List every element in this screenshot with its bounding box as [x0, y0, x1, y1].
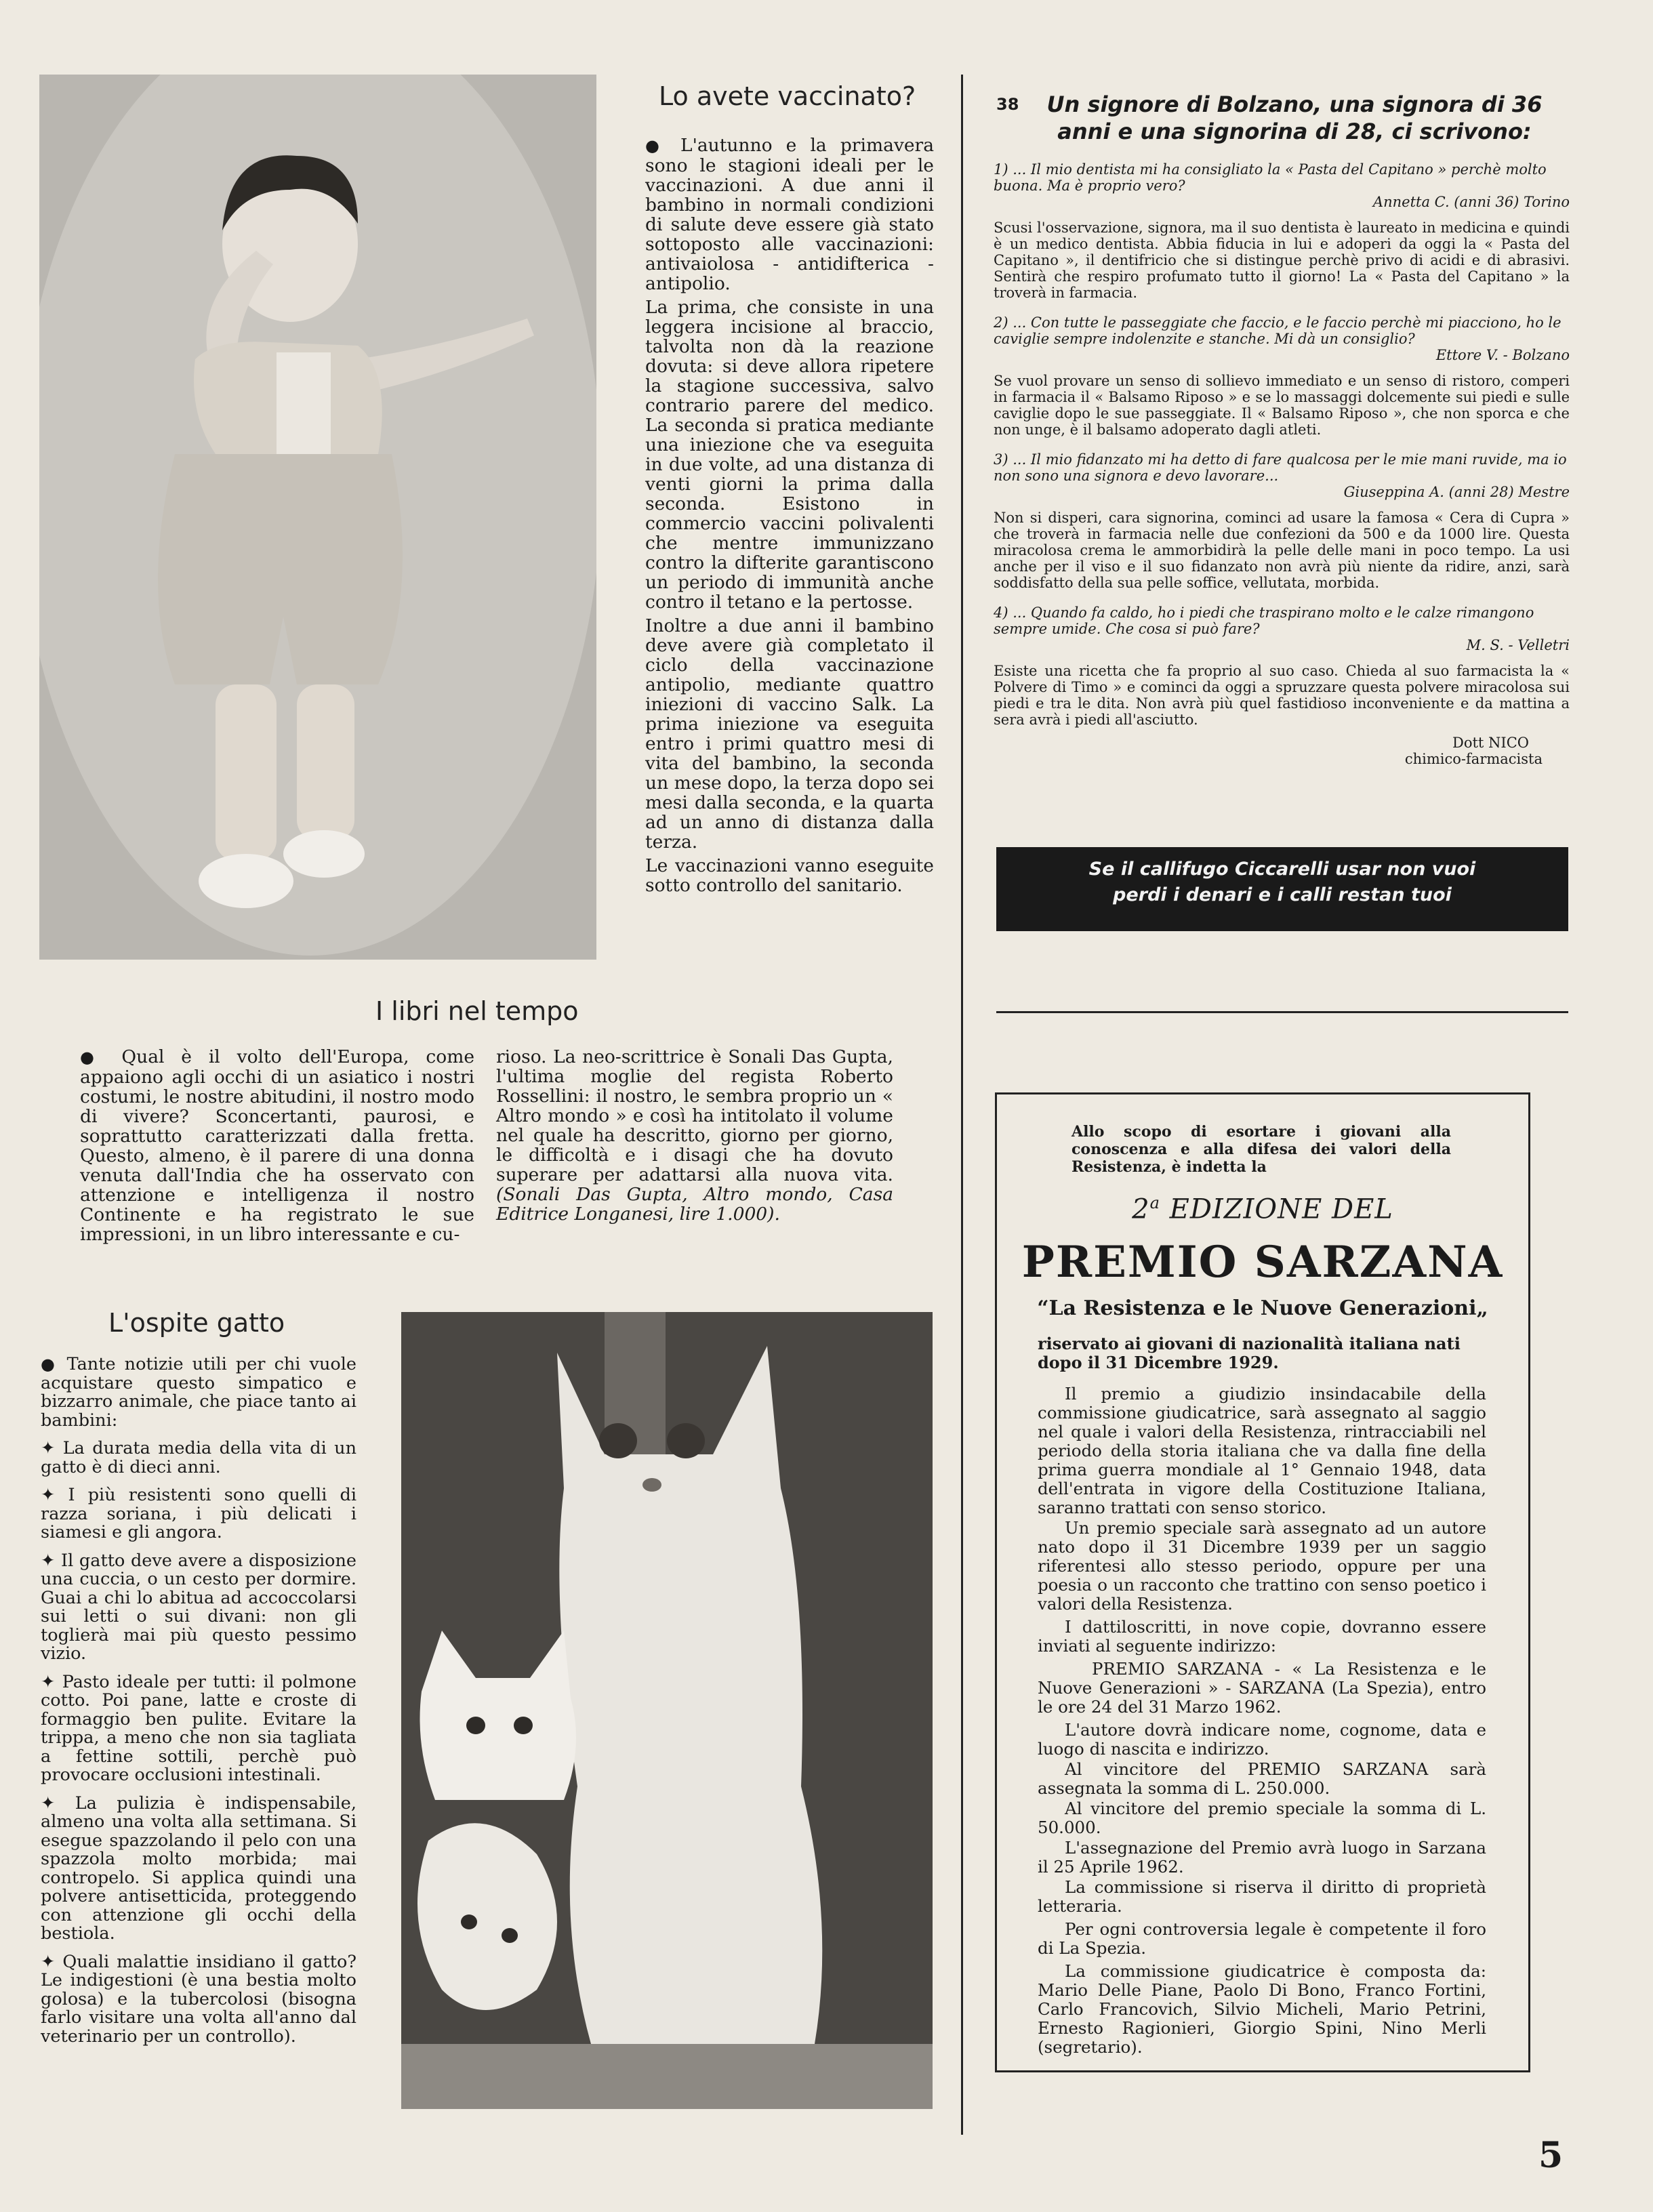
premio-paragraph: I dattiloscritti, in nove copie, dovranno essere inviati al seguente indirizzo:	[1038, 1617, 1486, 1656]
cat-photo	[401, 1312, 933, 2109]
letter-answer: Se vuol provare un senso di sollievo immediato e un senso di ristoro, comperi in farmacia il « Balsamo Riposo » e se lo massaggi dolcemente sui piedi e sulle caviglie dopo le sue passeggiate. Il « Balsamo Riposo », che non sporca e che non unge, è il balsamo adoperato dagli atleti.	[994, 373, 1570, 438]
vaccine-title: Lo avete vaccinato?	[659, 81, 916, 111]
section-rule	[996, 1011, 1568, 1013]
letters-title: Un signore di Bolzano, una signora di 36 anni e una signorina di 28, ci scrivono:	[1046, 91, 1543, 144]
letter-question: 3) ... Il mio fidanzato mi ha detto di fare qualcosa per le mie mani ruvide, ma io non sono una signora e devo lavorare...	[994, 451, 1567, 484]
vaccine-paragraph-1: ● L'autunno e la primavera sono le stagioni ideali per le vaccinazioni. A due anni il bambino in normali condizioni di salute deve essere già stato sottoposto alle vaccinazioni: antivaiolosa - antidifterica - antipolio.	[645, 135, 934, 294]
author-title: chimico-farmacista	[1404, 751, 1543, 767]
letter-answer: Non si disperi, cara signorina, cominci ad usare la famosa « Cera di Cupra » che troverà in farmacia nelle due confezioni da 500 e da 1000 lire. Questa miracolosa crema le ammorbidirà la pelle delle mani in poco tempo. La usi anche per il viso e il suo fidanzato non avrà più niente da ridire, anzi, sarà soddisfatto della sua pelle soffice, vellutata, morbida.	[994, 510, 1570, 591]
cat-paragraph: ✦ La durata media della vita di un gatto è di dieci anni.	[41, 1438, 356, 1477]
ad-banner	[996, 847, 1568, 931]
premio-reserved: riservato ai giovani di nazionalità italiana nati dopo il 31 Dicembre 1929.	[1038, 1334, 1461, 1372]
premio-subtitle: “La Resistenza e le Nuove Generazioni„	[1037, 1296, 1488, 1320]
child-illustration	[39, 75, 596, 960]
child-photo	[39, 75, 596, 960]
letter-item	[994, 451, 1570, 591]
premio-paragraph: PREMIO SARZANA - « La Resistenza e le Nuove Generazioni » - SARZANA (La Spezia), entro le ore 24 del 31 Marzo 1962.	[1038, 1659, 1486, 1717]
letter-question: 4) ... Quando fa caldo, ho i piedi che traspirano molto e le calze rimangono sempre umide. Che cosa si può fare?	[994, 605, 1534, 637]
letter-item	[994, 605, 1570, 728]
vaccine-paragraph-3: Inoltre a due anni il bambino deve avere già completato il ciclo della vaccinazione antipolio, mediante quattro iniezioni di vaccino Salk. La prima iniezione va eseguita entro i primi quattro mesi di vita del bambino, la seconda un mese dopo, la terza dopo sei mesi dalla seconda, e la quarta ad un anno di distanza dalla terza.	[645, 615, 934, 853]
premio-paragraph: La commissione giudicatrice è composta da: Mario Delle Piane, Paolo Di Bono, Franco Fortini, Carlo Francovich, Silvio Micheli, Mario Petrini, Ernesto Ragionieri, Giorgio Spini, Nino Merli (segretario).	[1038, 1961, 1486, 2057]
letters-list	[994, 161, 1570, 767]
premio-paragraph: L'assegnazione del Premio avrà luogo in Sarzana il 25 Aprile 1962.	[1038, 1838, 1486, 1877]
page-number: 5	[1538, 2135, 1564, 2176]
ad-line-1: Se il callifugo Ciccarelli usar non vuoi	[1088, 859, 1476, 880]
letter-question: 2) ... Con tutte le passeggiate che faccio, e le faccio perchè mi piacciono, ho le caviglie sempre indolenzite e stanche. Mi dà un consiglio?	[994, 314, 1562, 347]
column-divider	[961, 75, 963, 2135]
premio-paragraph: Al vincitore del PREMIO SARZANA sarà assegnata la somma di L. 250.000.	[1038, 1759, 1486, 1798]
diamond-bullet-icon: ✦	[41, 1438, 63, 1458]
books-col-2: rioso. La neo-scrittrice è Sonali Das Gupta, l'ultima moglie del regista Roberto Rossellini: il nostro, le sembra proprio un « Altro mondo » e così ha intitolato il volume nel quale ha descritto, giorno per giorno, le difficoltà e i disagi che ha dovuto superare per adattarsi alla nuova vita. (Sonali Das Gupta, Altro mondo, Casa Editrice Longanesi, lire 1.000).	[496, 1046, 893, 1225]
letter-item	[994, 161, 1570, 301]
letter-answer: Scusi l'osservazione, signora, ma il suo dentista è laureato in medicina e quindi è un medico dentista. Abbia fiducia in lui e adoperi da oggi la « Pasta del Capitano », il dentifricio che si distingue perchè privo di acidi e di abrasivi. Sentirà che respiro profumato tutto il giorno! La « Pasta del Capitano » la troverà in farmacia.	[994, 220, 1570, 301]
letters-page-ref: 38	[996, 95, 1019, 114]
premio-paragraph: Per ogni controversia legale è competente il foro di La Spezia.	[1038, 1919, 1486, 1958]
premio-paragraph: Al vincitore del premio speciale la somma di L. 50.000.	[1038, 1799, 1486, 1837]
letter-item	[994, 314, 1570, 438]
premio-paragraph: L'autore dovrà indicare nome, cognome, data e luogo di nascita e indirizzo.	[1038, 1720, 1486, 1759]
bullet-icon: ●	[41, 1355, 67, 1374]
diamond-bullet-icon: ✦	[41, 1550, 62, 1571]
cat-paragraph: ● Tante notizie utili per chi vuole acquistare questo simpatico e bizzarro animale, che piace tanto ai bambini:	[41, 1354, 356, 1431]
vaccine-text	[645, 136, 934, 899]
cat-paragraph: ✦ Pasto ideale per tutti: il polmone cotto. Poi pane, latte e croste di formaggio ben pulite. Evitare la trippa, a meno che non sia tagliata a fettine sottili, perchè può provocare occlusioni intestinali.	[41, 1671, 356, 1785]
cat-paragraph: ✦ Il gatto deve avere a disposizione una cuccia, o un cesto per dormire. Guai a chi lo abitua ad accoccolarsi sui letti o sui divani: non gli toglierà mai più questo pessimo vizio.	[41, 1550, 356, 1664]
diamond-bullet-icon: ✦	[41, 1793, 75, 1814]
letter-signature: Annetta C. (anni 36) Torino	[1372, 194, 1570, 210]
premio-paragraph: La commissione si riserva il diritto di proprietà letteraria.	[1038, 1877, 1486, 1916]
premio-intro: Allo scopo di esortare i giovani alla conoscenza e alla difesa dei valori della Resistenza, è indetta la	[1072, 1123, 1451, 1176]
letter-signature: Giuseppina A. (anni 28) Mestre	[1343, 484, 1570, 500]
premio-paragraph: Un premio speciale sarà assegnato ad un autore nato dopo il 31 Dicembre 1939 per un saggio riferentesi allo stesso periodo, oppure per una poesia o un racconto che trattino con senso poetico i valori della Resistenza.	[1038, 1518, 1486, 1614]
premio-paragraph: Il premio a giudizio insindacabile della commissione giudicatrice, sarà assegnato al saggio nel quale i valori della Resistenza, rintracciabili nel periodo della storia italiana che va dalla fine della prima guerra mondiale al 1° Gennaio 1948, data dell'entrata in vigore della Costituzione Italiana, saranno trattati con senso storico.	[1038, 1384, 1486, 1517]
cat-title: L'ospite gatto	[108, 1308, 285, 1338]
ad-line-2: perdi i denari e i calli restan tuoi	[1113, 884, 1452, 905]
premio-body	[1038, 1385, 1486, 2057]
letter-signature: Ettore V. - Bolzano	[1435, 347, 1570, 363]
premio-edition: 2$^a$ EDIZIONE DEL	[1132, 1193, 1393, 1225]
bullet-icon: ●	[80, 1048, 122, 1067]
letter-answer: Esiste una ricetta che fa proprio al suo caso. Chieda al suo farmacista la « Polvere di Timo » e cominci da oggi a spruzzare questa polvere miracolosa sui piedi e tra le dita. Non avrà più quel fastidioso inconveniente e da mattina a sera avrà i piedi all'asciutto.	[994, 663, 1570, 728]
book-reference: (Sonali Das Gupta, Altro mondo, Casa Editrice Longanesi, lire 1.000).	[496, 1184, 893, 1225]
letters-author	[994, 735, 1570, 767]
books-title: I libri nel tempo	[375, 996, 579, 1026]
letter-signature: M. S. - Velletri	[1466, 637, 1570, 653]
cat-paragraph: ✦ Quali malattie insidiano il gatto? Le indigestioni (è una bestia molto golosa) e la tubercolosi (bisogna farlo visitare una volta all'anno dal veterinario per un controllo).	[41, 1951, 356, 2047]
bullet-icon: ●	[645, 136, 680, 155]
vaccine-paragraph-4: Le vaccinazioni vanno eseguite sotto controllo del sanitario.	[645, 855, 934, 896]
diamond-bullet-icon: ✦	[41, 1951, 63, 1972]
books-col-1: ● Qual è il volto dell'Europa, come appaiono agli occhi di un asiatico i nostri costumi, le nostre abitudini, il nostro modo di vivere? Sconcertanti, paurosi, e soprattutto caratterizzati dalla fretta. Questo, almeno, è il parere di una donna venuta dall'India che ha osservato con attenzione e intelligenza il nostro Continente e ha registrato le sue impressioni, in un libro interessante e cu-	[80, 1046, 475, 1245]
cat-paragraph: ✦ I più resistenti sono quelli di razza soriana, i più delicati i siamesi e gli angora.	[41, 1485, 356, 1542]
diamond-bullet-icon: ✦	[41, 1671, 62, 1692]
letter-question: 1) ... Il mio dentista mi ha consigliato la « Pasta del Capitano » perchè molto buona. Ma è proprio vero?	[994, 161, 1547, 194]
cats-illustration	[401, 1312, 933, 2109]
cat-paragraph: ✦ La pulizia è indispensabile, almeno una volta alla settimana. Si esegue spazzolando il pelo con una spazzola molto morbida; mai contropelo. Si applica quindi una polvere antisetticida, proteggendo con attenzione gli occhi della bestiola.	[41, 1793, 356, 1944]
premio-sarzana-box	[995, 1092, 1530, 2072]
cat-text	[41, 1355, 356, 2055]
author-name: Dott NICO	[1452, 735, 1529, 751]
diamond-bullet-icon: ✦	[41, 1485, 68, 1505]
premio-name: PREMIO SARZANA	[1021, 1237, 1504, 1288]
vaccine-paragraph-2: La prima, che consiste in una leggera incisione al braccio, talvolta non dà la reazione dovuta: si deve allora ripetere la stagione successiva, salvo contrario parere del medico. La seconda si pratica mediante una iniezione che va eseguita in due volte, ad una distanza di venti giorni la prima dalla seconda. Esistono in commercio vaccini polivalenti che mentre immunizzano contro la difterite garantiscono un periodo di immunità anche contro il tetano e la pertosse.	[645, 297, 934, 613]
